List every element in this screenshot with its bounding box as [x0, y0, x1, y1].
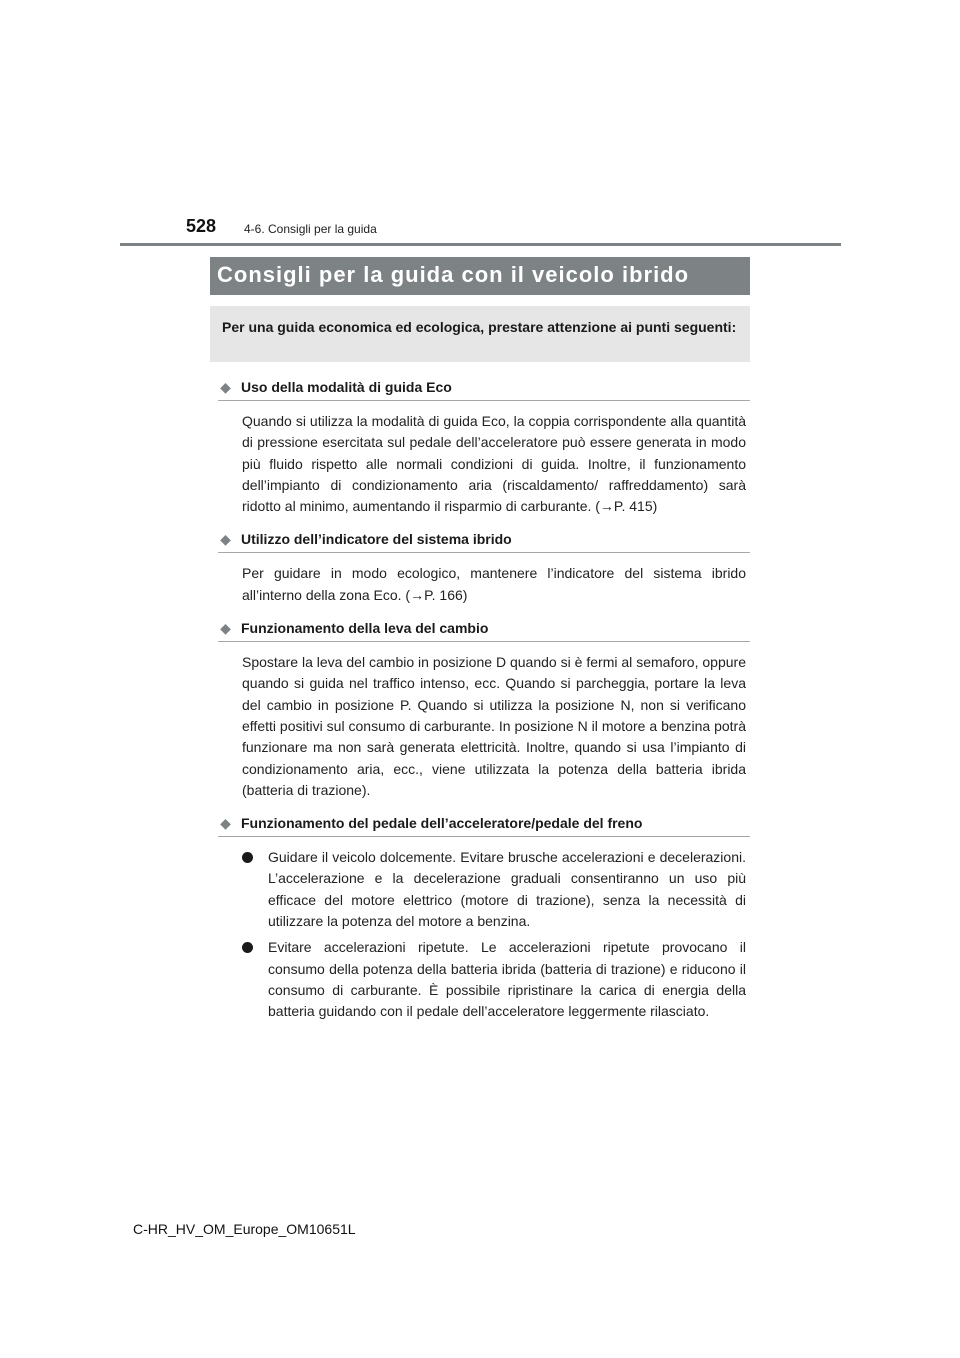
diamond-icon: ◆: [220, 815, 231, 832]
section-hybrid-indicator: [218, 530, 750, 606]
list-item-text: Guidare il veicolo dolcemente. Evitare brusche accelerazioni e decelerazioni. L’accelerazione e la decelerazione graduali consentiranno un uso più efficace del motore elettrico (motore di trazione), senza la necessità di utilizzare la potenza del motore a benzina.: [268, 849, 746, 930]
list-item-text: Evitare accelerazioni ripetute. Le accelerazioni ripetute provocano il consumo della potenza della batteria ibrida (batteria di trazione) e riducono il consumo di carburante. È possibile ripristinare la carica di energia della batteria guidando con il pedale dell’acceleratore leggermente rilasciato.: [268, 939, 746, 1020]
section-text: Spostare la leva del cambio in posizione D quando si è fermi al semaforo, oppure quando si guida nel traffico intenso, ecc. Quando si parcheggia, portare la leva del cambio in posizione P. Quando si utilizza la posizione N, non si verificano effetti positivi sul consumo di carburante. In posizione N il motore a benzina potrà funzionare ma non sarà generata elettricità. Inoltre, quando si usa l’impianto di condizionamento aria, ecc., viene utilizzata la potenza della batteria ibrida (batteria di trazione).: [242, 654, 746, 798]
page-title: Consigli per la guida con il veicolo ibrido: [210, 257, 750, 295]
diamond-icon: ◆: [220, 379, 231, 395]
section-eco-mode: [218, 378, 750, 517]
section-heading-text: Funzionamento della leva del cambio: [241, 620, 489, 637]
section-heading-text: Funzionamento del pedale dell’acceleratore/pedale del freno: [241, 815, 643, 832]
section-reference: 4-6. Consigli per la guida: [244, 222, 377, 236]
section-text: Per guidare in modo ecologico, mantenere l’indicatore del sistema ibrido all’interno della zona Eco. (→P. 166): [242, 565, 746, 603]
intro-box: Per una guida economica ed ecologica, prestare attenzione ai punti seguenti:: [210, 306, 750, 362]
list-item: [242, 937, 746, 1022]
section-text: Quando si utilizza la modalità di guida Eco, la coppia corrispondente alla quantità di pressione esercitata sul pedale dell’acceleratore può essere generata in modo più fluido rispetto alle normali condizioni di guida. Inoltre, il funzionamento dell’impianto di condizionamento aria (riscaldamento/ raffreddamento) sarà ridotto al minimo, aumentando il risparmio di carburante. (→P. 415): [242, 413, 746, 515]
footer-document-code: C-HR_HV_OM_Europe_OM10651L: [133, 1221, 356, 1237]
section-heading: [218, 378, 750, 401]
bullet-dot-icon: [242, 852, 253, 863]
header-rule: [120, 243, 841, 246]
section-heading: [218, 814, 750, 837]
section-pedals: [218, 814, 750, 1022]
section-heading-text: Uso della modalità di guida Eco: [241, 379, 452, 395]
section-heading: [218, 530, 750, 553]
section-heading-text: Utilizzo dell’indicatore del sistema ibrido: [241, 531, 512, 548]
diamond-icon: ◆: [220, 620, 231, 637]
bullet-list: [242, 847, 746, 1022]
content: [218, 378, 750, 1036]
list-item: [242, 847, 746, 932]
bullet-dot-icon: [242, 942, 253, 953]
diamond-icon: ◆: [220, 531, 231, 548]
section-shift-lever: [218, 619, 750, 801]
page-number: 528: [186, 216, 217, 236]
section-heading: [218, 619, 750, 642]
